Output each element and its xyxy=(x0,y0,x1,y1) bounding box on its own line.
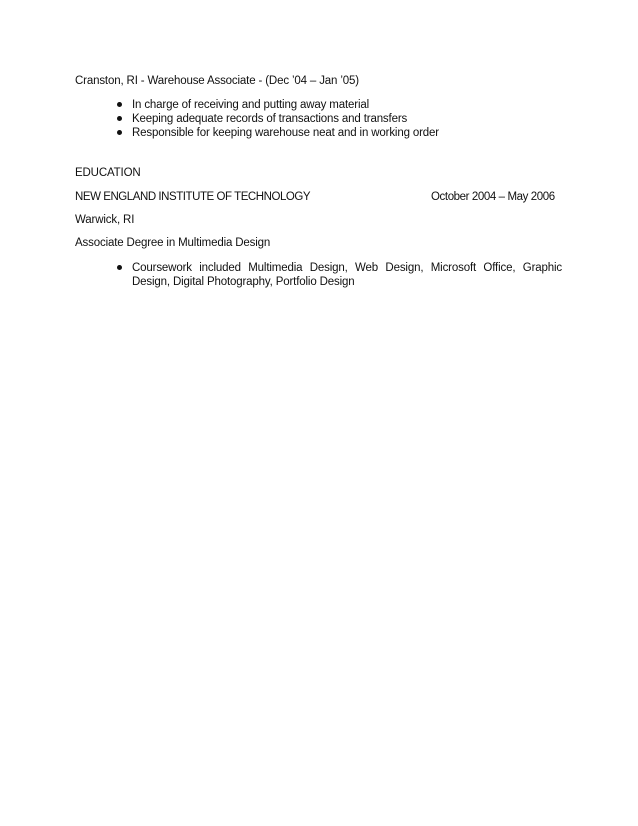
bullet-icon xyxy=(117,130,122,135)
bullet-icon xyxy=(117,265,122,270)
job-duties-list xyxy=(112,98,439,140)
education-dates: October 2004 – May 2006 xyxy=(431,191,555,203)
bullet-icon xyxy=(117,116,122,121)
school-name: NEW ENGLAND INSTITUTE OF TECHNOLOGY xyxy=(75,191,311,203)
list-item-text: In charge of receiving and putting away material xyxy=(132,99,369,111)
education-heading: EDUCATION xyxy=(75,167,141,179)
school-location: Warwick, RI xyxy=(75,214,135,226)
degree-title: Associate Degree in Multimedia Design xyxy=(75,237,271,249)
coursework-list xyxy=(112,261,562,289)
list-item xyxy=(112,261,562,289)
list-item-text: Coursework included Multimedia Design, Web Design, Microsoft Office, Graphic Design, Digital Photography, Portfolio Design xyxy=(132,262,562,288)
list-item xyxy=(112,112,439,126)
job-title-line: Cranston, RI - Warehouse Associate - (Dec ’04 – Jan ’05) xyxy=(75,75,359,87)
list-item-text: Keeping adequate records of transactions and transfers xyxy=(132,113,408,125)
list-item-text: Responsible for keeping warehouse neat and in working order xyxy=(132,127,439,139)
list-item xyxy=(112,126,439,140)
bullet-icon xyxy=(117,102,122,107)
list-item xyxy=(112,98,439,112)
